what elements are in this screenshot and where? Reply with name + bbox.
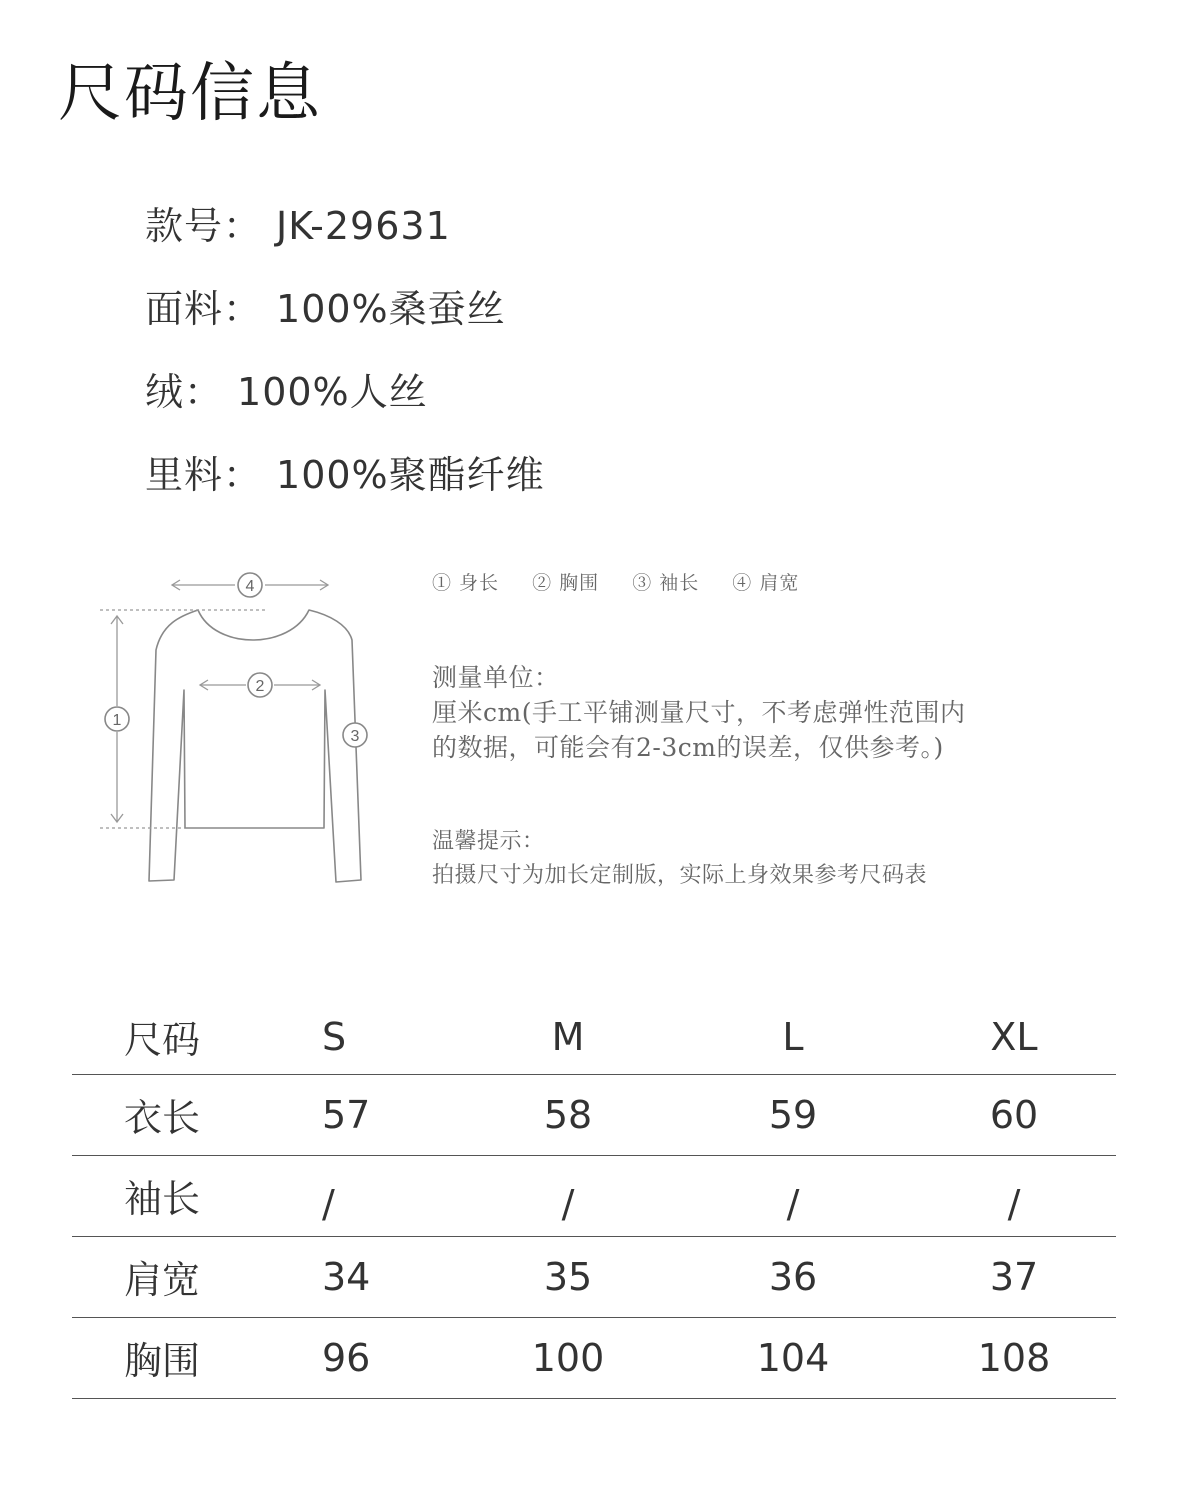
spec-label: 面料 bbox=[145, 287, 224, 331]
legend-item: ① 身长 bbox=[432, 572, 500, 594]
table-row bbox=[72, 1317, 1116, 1398]
table-cell: 36 bbox=[768, 1254, 818, 1299]
legend-item: ③ 袖长 bbox=[632, 572, 700, 594]
table-cell: 57 bbox=[322, 1092, 371, 1137]
spec-value: 100%聚酯纤维 bbox=[276, 453, 545, 497]
page-title: 尺码信息 bbox=[58, 57, 322, 131]
spec-style-number bbox=[145, 198, 545, 281]
row-label: 胸围 bbox=[124, 1339, 201, 1383]
spec-label: 款号 bbox=[145, 204, 224, 248]
table-cell: 34 bbox=[322, 1254, 371, 1299]
table-cell: 100 bbox=[531, 1335, 605, 1380]
size-table bbox=[72, 1000, 1116, 1399]
spec-label: 里料 bbox=[145, 453, 224, 497]
spec-velvet bbox=[145, 364, 545, 447]
header-cell: L bbox=[782, 1014, 804, 1059]
table-cell: / bbox=[322, 1181, 335, 1226]
table-row bbox=[72, 1236, 1116, 1317]
garment-diagram bbox=[90, 560, 390, 900]
measure-unit-note bbox=[432, 660, 965, 765]
spec-label: 绒 bbox=[145, 370, 185, 414]
spec-separator: ： bbox=[223, 453, 263, 497]
header-cell: M bbox=[551, 1014, 585, 1059]
spec-value: 100%桑蚕丝 bbox=[276, 287, 506, 331]
marker-3-label: 3 bbox=[350, 728, 360, 745]
table-cell: / bbox=[561, 1181, 575, 1226]
spec-separator: ： bbox=[223, 287, 263, 331]
tip-note bbox=[432, 825, 927, 893]
legend-item: ④ 肩宽 bbox=[732, 572, 800, 594]
marker-1-label: 1 bbox=[112, 712, 122, 729]
table-cell: 60 bbox=[989, 1092, 1039, 1137]
row-label: 肩宽 bbox=[124, 1258, 201, 1302]
note-line: 拍摄尺寸为加长定制版，实际上身效果参考尺码表 bbox=[432, 863, 928, 888]
table-cell: / bbox=[1007, 1181, 1021, 1226]
header-cell: 尺码 bbox=[124, 1018, 201, 1063]
header-cell: XL bbox=[990, 1014, 1038, 1059]
spec-lining bbox=[145, 447, 545, 530]
table-cell: 58 bbox=[543, 1092, 593, 1137]
header-cell: S bbox=[322, 1014, 347, 1059]
legend-item: ② 胸围 bbox=[532, 572, 600, 594]
spec-separator: ： bbox=[184, 370, 224, 414]
table-cell: 59 bbox=[768, 1092, 818, 1137]
table-row bbox=[72, 1155, 1116, 1236]
row-label: 衣长 bbox=[124, 1096, 201, 1140]
table-header-row bbox=[72, 1000, 1116, 1074]
spec-fabric bbox=[145, 281, 545, 364]
measurement-notes bbox=[432, 568, 1132, 888]
note-heading: 测量单位： bbox=[432, 663, 560, 692]
note-heading: 温馨提示： bbox=[432, 829, 545, 854]
table-row bbox=[72, 1074, 1116, 1155]
table-cell: 37 bbox=[989, 1254, 1039, 1299]
row-label: 袖长 bbox=[124, 1177, 201, 1221]
marker-2-label: 2 bbox=[255, 678, 265, 695]
table-cell: 104 bbox=[756, 1335, 830, 1380]
table-cell: 108 bbox=[977, 1335, 1051, 1380]
marker-4-label: 4 bbox=[245, 578, 255, 595]
spec-list bbox=[145, 198, 545, 530]
measurement-legend bbox=[432, 568, 1132, 595]
sweater-outline bbox=[149, 610, 361, 882]
spec-separator: ： bbox=[223, 204, 263, 248]
note-line: 厘米cm(手工平铺测量尺寸，不考虑弹性范围内 bbox=[432, 698, 966, 727]
spec-value: JK-29631 bbox=[276, 204, 451, 248]
table-cell: 35 bbox=[543, 1254, 593, 1299]
table-cell: / bbox=[786, 1181, 800, 1226]
table-cell: 96 bbox=[322, 1335, 371, 1380]
note-line: 的数据，可能会有2-3cm的误差，仅供参考。) bbox=[432, 733, 944, 762]
spec-value: 100%人丝 bbox=[237, 370, 428, 414]
